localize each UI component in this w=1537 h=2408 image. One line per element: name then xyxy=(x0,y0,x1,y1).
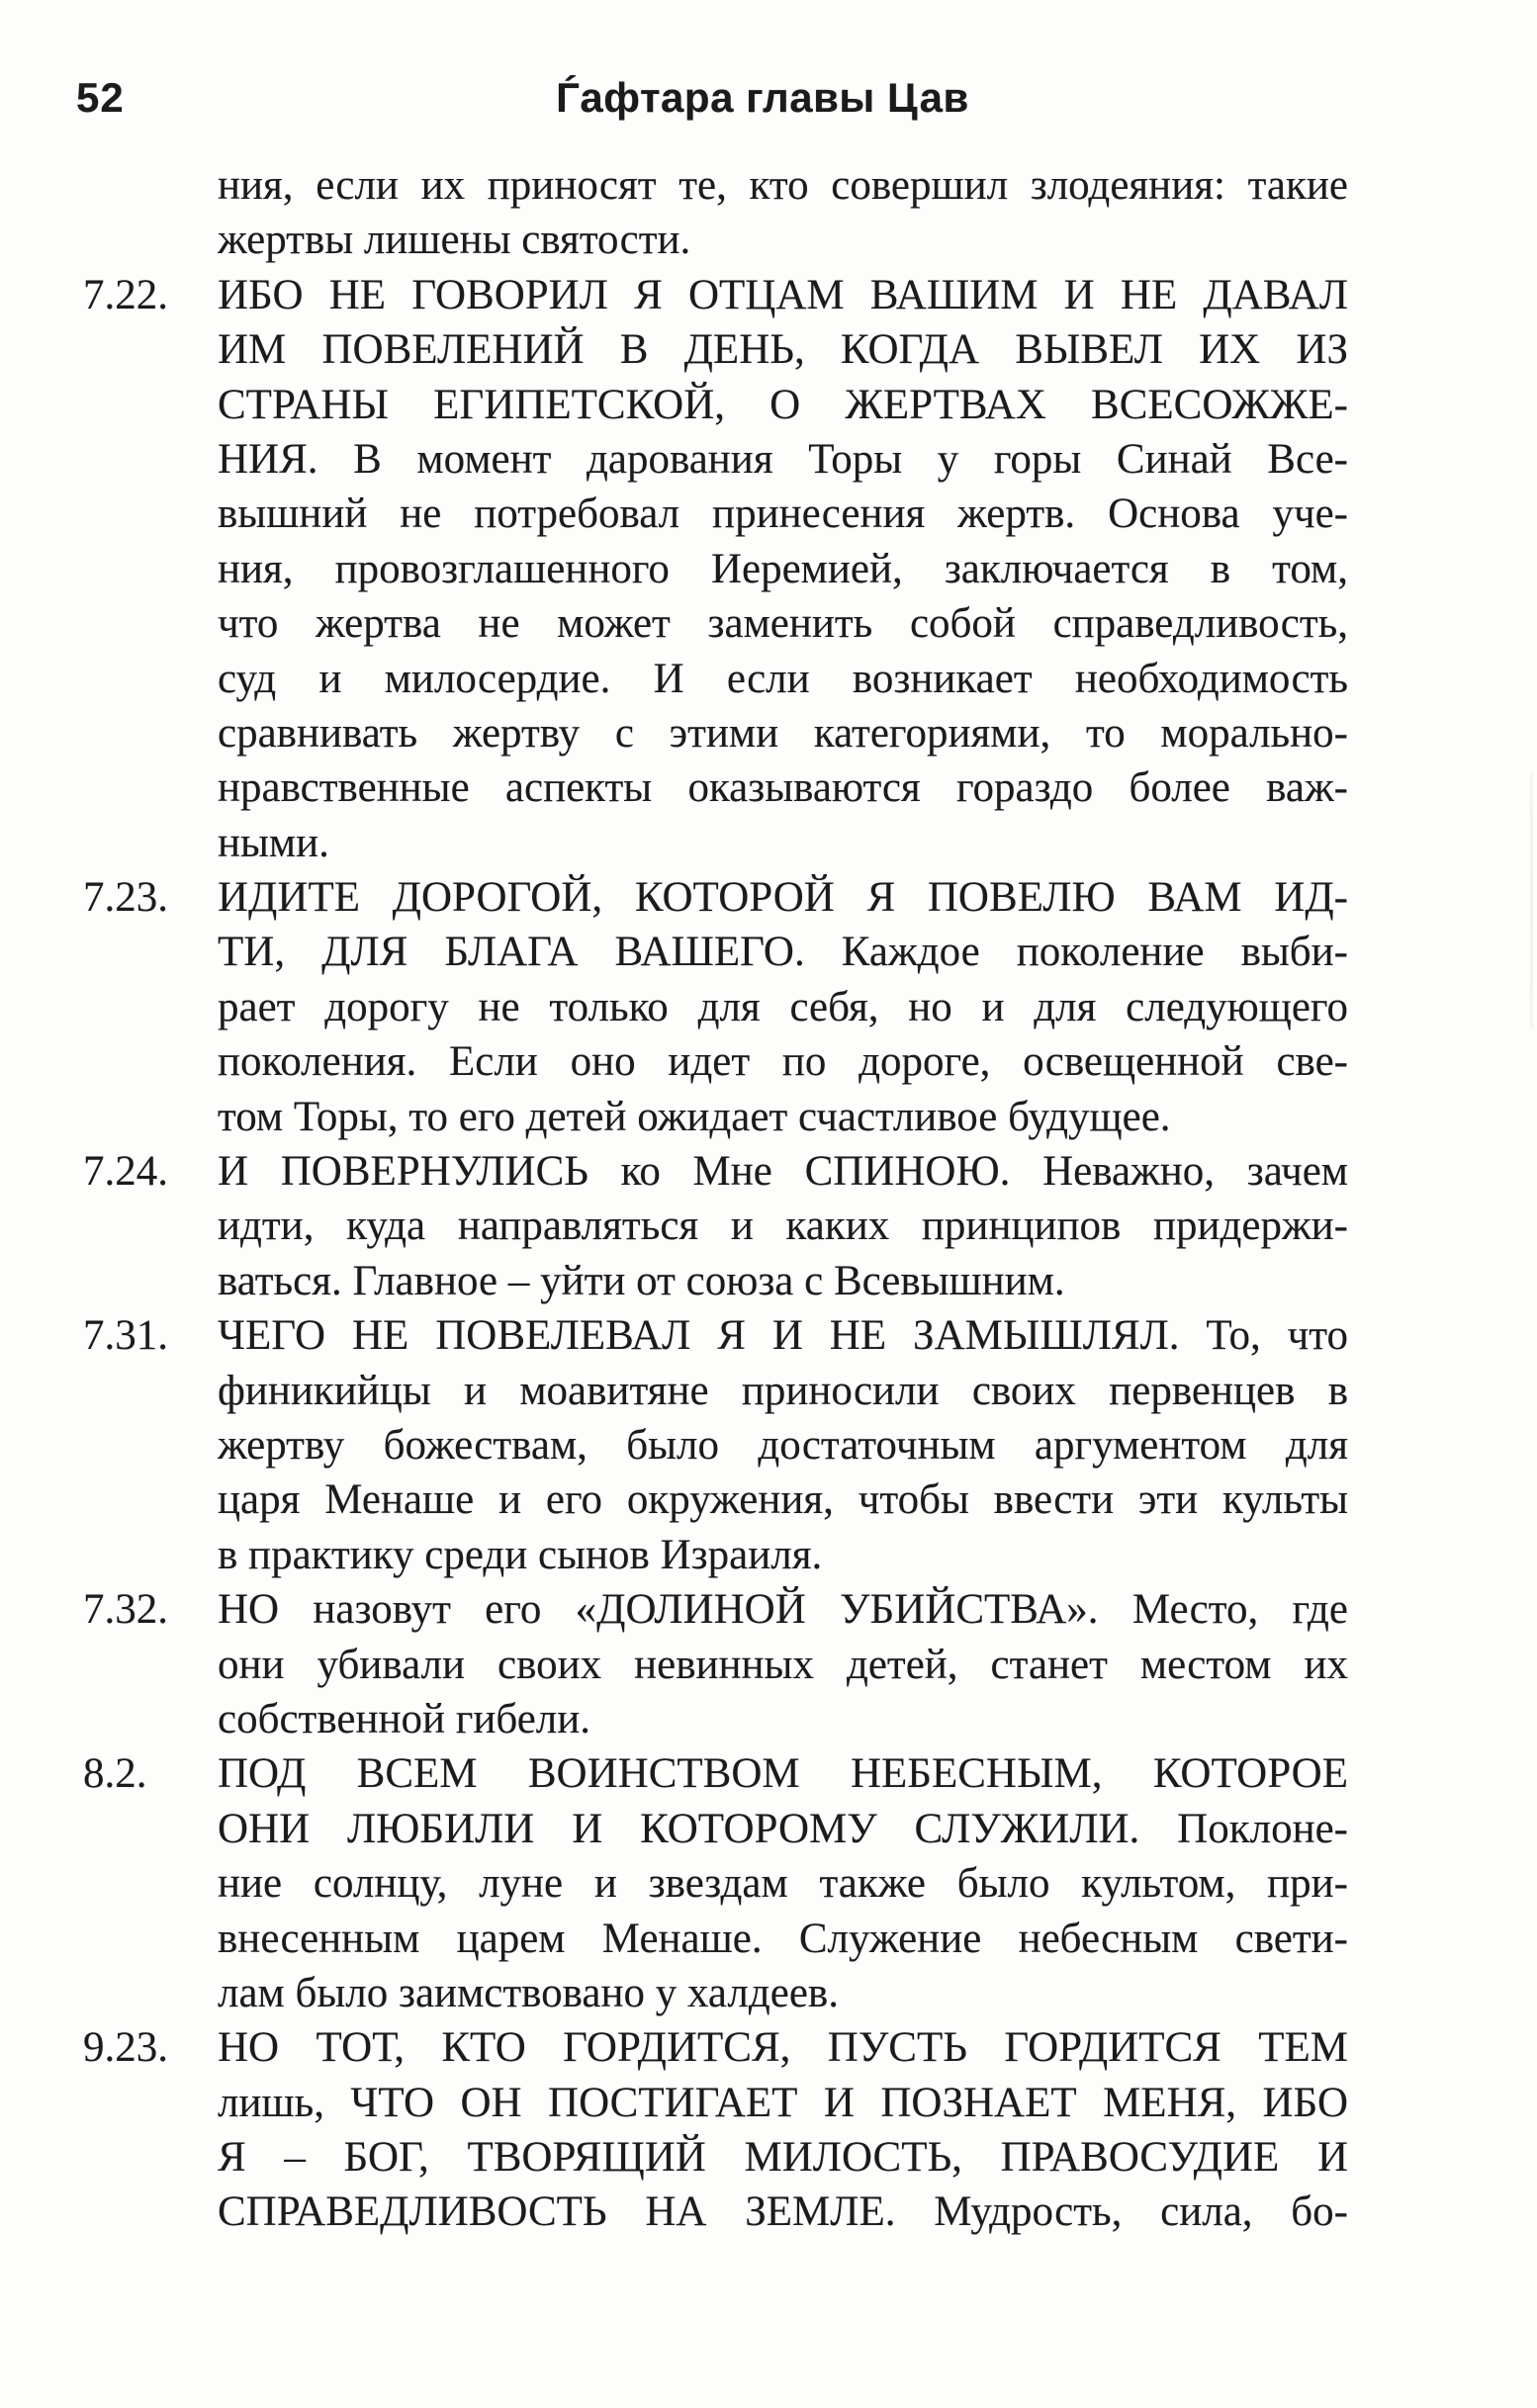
text-line: они убивали своих невинных детей, станет местом их xyxy=(218,1641,1348,1688)
text-line: И ПОВЕРНУЛИСЬ ко Мне СПИНОЮ. Неважно, зачем xyxy=(218,1148,1348,1196)
text-line: идти, куда направляться и каких принципов придержи- xyxy=(218,1203,1348,1250)
paragraph xyxy=(218,158,1348,268)
paragraph xyxy=(83,1308,1348,1582)
text-line: НИЯ. В момент дарования Торы у горы Синай Все- xyxy=(218,435,1348,483)
text-line: сравнивать жертву с этими категориями, то морально- xyxy=(218,709,1348,757)
paragraph xyxy=(83,870,1348,1144)
text-line: в практику среди сынов Израиля. xyxy=(218,1531,823,1578)
text-line: НО назовут его «ДОЛИНОЙ УБИЙСТВА». Место, где xyxy=(218,1586,1348,1634)
text-line: ИБО НЕ ГОВОРИЛ Я ОТЦАМ ВАШИМ И НЕ ДАВАЛ xyxy=(218,271,1348,318)
text-line: ными. xyxy=(218,819,329,866)
text-line: жертвы лишены святости. xyxy=(218,217,691,264)
text-line: ИДИТЕ ДОРОГОЙ, КОТОРОЙ Я ПОВЕЛЮ ВАМ ИД- xyxy=(218,874,1348,922)
page-number: 52 xyxy=(76,74,125,121)
text-line: финикийцы и моавитяне приносили своих первенцев в xyxy=(218,1367,1348,1414)
text-line: том Торы, то его детей ожидает счастливое будущее. xyxy=(218,1093,1171,1140)
text-line: собственной гибели. xyxy=(218,1695,591,1742)
text-line: НО ТОТ, КТО ГОРДИТСЯ, ПУСТЬ ГОРДИТСЯ ТЕМ xyxy=(218,2024,1348,2072)
text-line: нравственные аспекты оказываются гораздо более важ- xyxy=(218,764,1348,812)
text-line: ЧЕГО НЕ ПОВЕЛЕВАЛ Я И НЕ ЗАМЫШЛЯЛ. То, что xyxy=(218,1312,1348,1360)
text-line: внесенным царем Менаше. Служение небесным свети- xyxy=(218,1915,1348,1962)
paragraph xyxy=(83,268,1348,870)
text-line: вышний не потребовал принесения жертв. Основа уче- xyxy=(218,491,1348,538)
text-line: ваться. Главное – уйти от союза с Всевышним. xyxy=(218,1257,1065,1304)
verse-number: 8.2. xyxy=(83,1750,147,1798)
paragraph xyxy=(83,1582,1348,1746)
text-line: СПРАВЕДЛИВОСТЬ НА ЗЕМЛЕ. Мудрость, сила, бо- xyxy=(218,2188,1348,2236)
text-line: Я – БОГ, ТВОРЯЩИЙ МИЛОСТЬ, ПРАВОСУДИЕ И xyxy=(218,2134,1348,2182)
text-line: суд и милосердие. И если возникает необходимость xyxy=(218,655,1348,702)
text-line: СТРАНЫ ЕГИПЕТСКОЙ, О ЖЕРТВАХ ВСЕСОЖЖЕ- xyxy=(218,381,1348,428)
verse-number: 7.24. xyxy=(83,1148,168,1196)
text-line: жертву божествам, было достаточным аргументом для xyxy=(218,1421,1348,1469)
text-line: ИМ ПОВЕЛЕНИЙ В ДЕНЬ, КОГДА ВЫВЕЛ ИХ ИЗ xyxy=(218,326,1348,374)
text-line: царя Менаше и его окружения, чтобы ввести эти культы xyxy=(218,1476,1348,1524)
paragraph xyxy=(83,1746,1348,2020)
verse-number: 7.32. xyxy=(83,1586,168,1634)
page-header-title: Ѓафтара главы Цав xyxy=(556,74,969,121)
verse-number: 7.31. xyxy=(83,1312,168,1360)
paragraph xyxy=(83,1144,1348,1308)
verse-number: 7.23. xyxy=(83,874,168,922)
text-line: рает дорогу не только для себя, но и для следующего xyxy=(218,983,1348,1030)
text-line: лишь, ЧТО ОН ПОСТИГАЕТ И ПОЗНАЕТ МЕНЯ, ИБО xyxy=(218,2079,1348,2126)
paragraph xyxy=(83,2020,1348,2240)
text-line: ТИ, ДЛЯ БЛАГА ВАШЕГО. Каждое поколение выби- xyxy=(218,929,1348,976)
text-body xyxy=(83,158,1348,2240)
verse-number: 9.23. xyxy=(83,2024,168,2072)
text-line: ОНИ ЛЮБИЛИ И КОТОРОМУ СЛУЖИЛИ. Поклоне- xyxy=(218,1805,1348,1852)
text-line: поколения. Если оно идет по дороге, освещенной све- xyxy=(218,1038,1348,1086)
text-line: ния, провозглашенного Иеремией, заключается в том, xyxy=(218,545,1348,592)
text-line: что жертва не может заменить собой справедливость, xyxy=(218,600,1348,648)
text-line: ПОД ВСЕМ ВОИНСТВОМ НЕБЕСНЫМ, КОТОРОЕ xyxy=(218,1750,1348,1798)
text-line: ния, если их приносят те, кто совершил злодеяния: такие xyxy=(218,162,1348,209)
text-line: лам было заимствовано у халдеев. xyxy=(218,1969,839,2016)
text-line: ние солнцу, луне и звездам также было культом, при- xyxy=(218,1860,1348,1908)
verse-number: 7.22. xyxy=(83,271,168,318)
